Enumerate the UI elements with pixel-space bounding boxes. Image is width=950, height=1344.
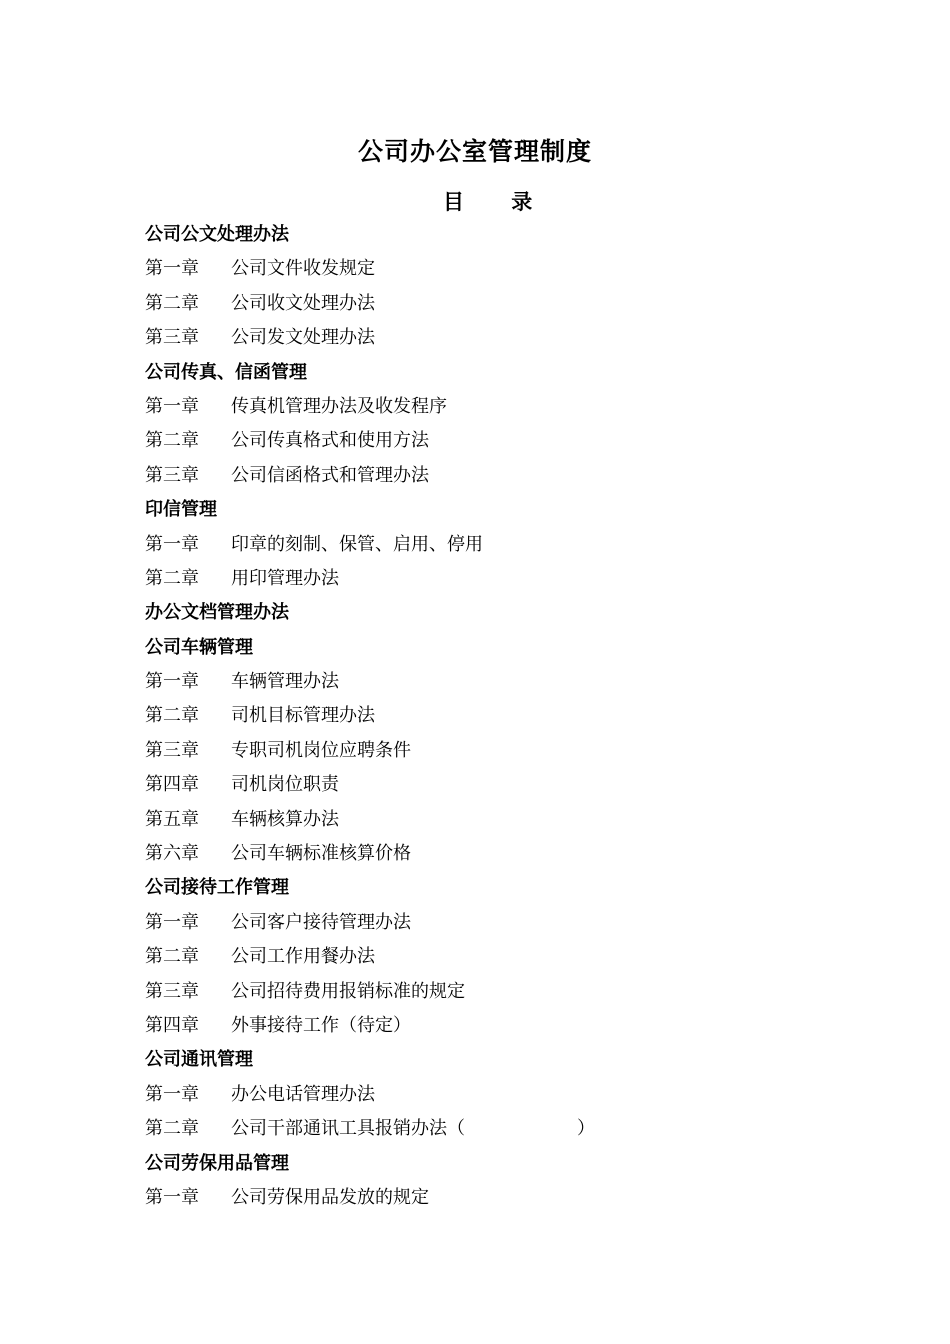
chapter-title: 公司信函格式和管理办法 (231, 464, 429, 486)
toc-chapter-entry (145, 562, 845, 596)
chapter-title: 传真机管理办法及收发程序 (231, 395, 447, 417)
chapter-title: 公司车辆标准核算价格 (231, 843, 411, 865)
toc-chapter-entry (145, 940, 845, 974)
toc-section-heading: 公司劳保用品管理 (145, 1152, 289, 1174)
toc-heading: 目 录 (443, 190, 553, 214)
chapter-title: 公司客户接待管理办法 (231, 911, 411, 933)
toc-section-heading: 公司公文处理办法 (145, 224, 289, 245)
toc-section-heading: 办公文档管理办法 (145, 602, 289, 624)
chapter-number: 第三章 (145, 739, 199, 761)
chapter-number: 第二章 (145, 430, 199, 452)
toc-chapter-entry (145, 837, 845, 871)
chapter-number: 第二章 (145, 292, 199, 314)
chapter-number: 第三章 (145, 464, 199, 486)
toc-section-heading: 公司接待工作管理 (145, 877, 289, 899)
chapter-title: 用印管理办法 (231, 567, 339, 589)
toc-chapter-entry (145, 1112, 845, 1146)
toc-section-heading: 公司通讯管理 (145, 1049, 253, 1071)
chapter-number: 第一章 (145, 671, 199, 693)
chapter-number: 第四章 (145, 774, 199, 796)
toc-chapter-entry (145, 803, 845, 837)
table-of-contents (145, 218, 845, 1215)
chapter-title: 车辆管理办法 (231, 671, 339, 693)
chapter-number: 第一章 (145, 533, 199, 555)
chapter-title: 公司收文处理办法 (231, 292, 375, 314)
chapter-number: 第二章 (145, 567, 199, 589)
toc-chapter-entry (145, 390, 845, 424)
toc-chapter-entry (145, 528, 845, 562)
toc-chapter-entry (145, 321, 845, 355)
toc-chapter-entry (145, 665, 845, 699)
chapter-title: 司机岗位职责 (231, 774, 339, 796)
chapter-title: 车辆核算办法 (231, 808, 339, 830)
chapter-number: 第五章 (145, 808, 199, 830)
toc-chapter-entry (145, 1181, 845, 1215)
chapter-title: 公司干部通讯工具报销办法（ (231, 1118, 465, 1140)
document-title: 公司办公室管理制度 (357, 137, 592, 166)
toc-chapter-entry (145, 287, 845, 321)
chapter-number: 第一章 (145, 911, 199, 933)
chapter-number: 第六章 (145, 843, 199, 865)
chapter-title-suffix: ） (577, 1118, 595, 1140)
chapter-number: 第二章 (145, 705, 199, 727)
chapter-title: 办公电话管理办法 (231, 1083, 375, 1105)
chapter-title: 公司传真格式和使用方法 (231, 430, 429, 452)
chapter-number: 第二章 (145, 1118, 199, 1140)
chapter-number: 第一章 (145, 395, 199, 417)
chapter-number: 第三章 (145, 980, 199, 1002)
toc-section-heading: 公司车辆管理 (145, 636, 253, 658)
chapter-title: 公司工作用餐办法 (231, 946, 375, 968)
chapter-title: 公司发文处理办法 (231, 327, 375, 349)
chapter-title: 司机目标管理办法 (231, 705, 375, 727)
toc-chapter-entry (145, 1009, 845, 1043)
toc-chapter-entry (145, 424, 845, 458)
chapter-number: 第一章 (145, 1186, 199, 1208)
chapter-title: 印章的刻制、保管、启用、停用 (231, 533, 483, 555)
toc-chapter-entry (145, 252, 845, 286)
chapter-number: 第三章 (145, 327, 199, 349)
toc-chapter-entry (145, 906, 845, 940)
chapter-number: 第二章 (145, 946, 199, 968)
toc-chapter-entry (145, 699, 845, 733)
toc-section-heading: 印信管理 (145, 499, 217, 521)
toc-chapter-entry (145, 459, 845, 493)
toc-chapter-entry (145, 768, 845, 802)
toc-section-heading: 公司传真、信函管理 (145, 361, 307, 383)
chapter-title: 专职司机岗位应聘条件 (231, 739, 411, 761)
toc-chapter-entry (145, 734, 845, 768)
toc-chapter-entry (145, 1078, 845, 1112)
chapter-number: 第一章 (145, 1083, 199, 1105)
toc-chapter-entry (145, 975, 845, 1009)
chapter-number: 第一章 (145, 258, 199, 280)
chapter-number: 第四章 (145, 1014, 199, 1036)
chapter-title: 公司劳保用品发放的规定 (231, 1186, 429, 1208)
chapter-title: 外事接待工作（待定） (231, 1014, 411, 1036)
chapter-title: 公司招待费用报销标准的规定 (231, 980, 465, 1002)
chapter-title: 公司文件收发规定 (231, 258, 375, 280)
